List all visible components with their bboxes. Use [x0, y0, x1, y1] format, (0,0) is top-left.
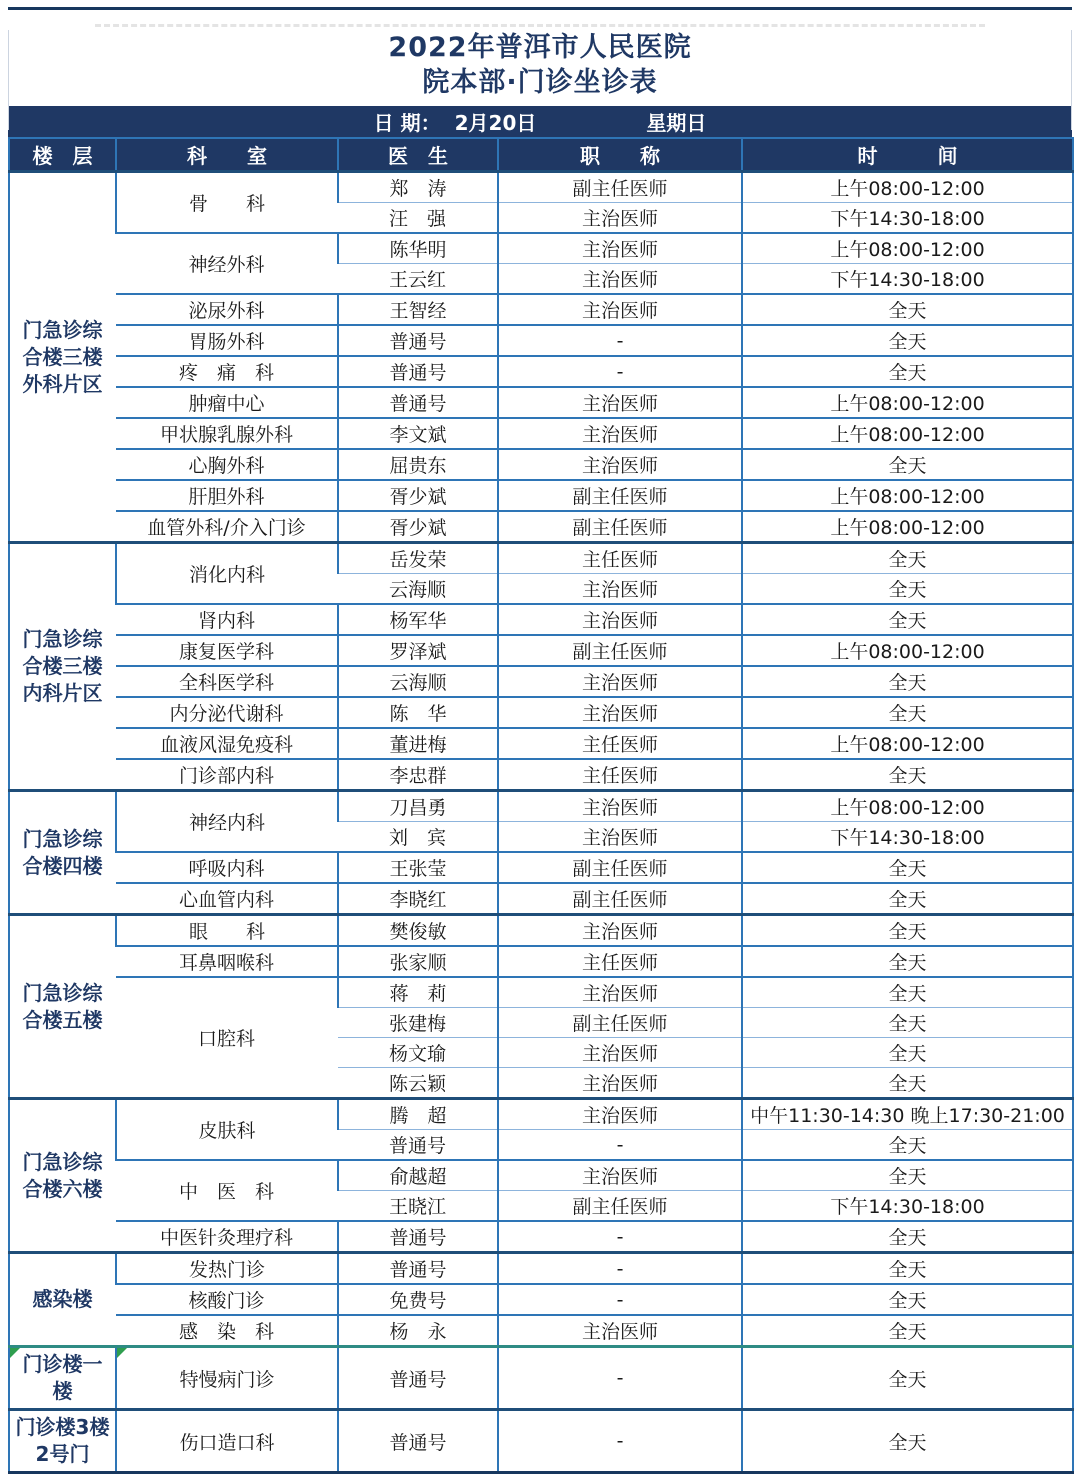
- title-cell: 主治医师: [498, 1099, 742, 1130]
- title-cell: 副主任医师: [498, 480, 742, 511]
- doctor-cell: 普通号: [338, 325, 498, 356]
- date-label: 日 期：: [373, 111, 441, 135]
- schedule-row: [9, 697, 1073, 728]
- schedule-row: [9, 1347, 1073, 1410]
- time-cell: 全天: [742, 1130, 1073, 1161]
- schedule-row: [9, 1099, 1073, 1130]
- title-cell: -: [498, 1284, 742, 1315]
- column-header-time: 时 间: [742, 138, 1073, 172]
- floor-cell: 感染楼: [9, 1253, 116, 1347]
- title-cell: 主治医师: [498, 203, 742, 234]
- time-cell: 全天: [742, 852, 1073, 883]
- time-cell: 上午08:00-12:00: [742, 791, 1073, 822]
- column-header-department: 科 室: [116, 138, 338, 172]
- title-cell: -: [498, 1347, 742, 1410]
- department-cell: 神经外科: [116, 233, 338, 294]
- time-cell: 上午08:00-12:00: [742, 511, 1073, 543]
- department-cell: 血液风湿免疫科: [116, 728, 338, 759]
- schedule-table: [8, 137, 1074, 1474]
- schedule-row: [9, 852, 1073, 883]
- title-cell: 主任医师: [498, 543, 742, 574]
- column-header-floor: 楼 层: [9, 138, 116, 172]
- table-header: [9, 138, 1073, 172]
- department-cell: 心血管内科: [116, 883, 338, 915]
- doctor-cell: 张建梅: [338, 1008, 498, 1038]
- doctor-cell: 屈贵东: [338, 449, 498, 480]
- time-cell: 上午08:00-12:00: [742, 635, 1073, 666]
- department-cell: 中 医 科: [116, 1160, 338, 1221]
- department-cell: 发热门诊: [116, 1253, 338, 1285]
- title-cell: 副主任医师: [498, 852, 742, 883]
- doctor-cell: 普通号: [338, 1130, 498, 1161]
- doctor-cell: 杨 永: [338, 1315, 498, 1347]
- title-cell: 主治医师: [498, 449, 742, 480]
- time-cell: 上午08:00-12:00: [742, 728, 1073, 759]
- title-cell: -: [498, 1410, 742, 1473]
- doctor-cell: 刘 宾: [338, 822, 498, 853]
- department-cell: 肿瘤中心: [116, 387, 338, 418]
- header-row: [9, 138, 1073, 172]
- schedule-row: [9, 728, 1073, 759]
- title-cell: 主治医师: [498, 915, 742, 947]
- time-cell: 上午08:00-12:00: [742, 387, 1073, 418]
- time-cell: 全天: [742, 946, 1073, 977]
- time-cell: 上午08:00-12:00: [742, 172, 1073, 203]
- doctor-cell: 李忠群: [338, 759, 498, 791]
- date-value: 2月20日: [454, 111, 537, 135]
- doctor-cell: 李晓红: [338, 883, 498, 915]
- time-cell: 下午14:30-18:00: [742, 1191, 1073, 1222]
- title-cell: 主治医师: [498, 697, 742, 728]
- time-cell: 全天: [742, 1253, 1073, 1285]
- schedule-row: [9, 294, 1073, 325]
- title-cell: -: [498, 1130, 742, 1161]
- schedule-row: [9, 172, 1073, 203]
- time-cell: 全天: [742, 543, 1073, 574]
- department-cell: 内分泌代谢科: [116, 697, 338, 728]
- page-title-line1: 2022年普洱市人民医院: [388, 32, 692, 63]
- schedule-row: [9, 418, 1073, 449]
- title-cell: 副主任医师: [498, 1008, 742, 1038]
- title-cell: 主治医师: [498, 1038, 742, 1068]
- title-cell: -: [498, 356, 742, 387]
- doctor-cell: 陈 华: [338, 697, 498, 728]
- doctor-cell: 张家顺: [338, 946, 498, 977]
- schedule-row: [9, 356, 1073, 387]
- doctor-cell: 陈华明: [338, 233, 498, 264]
- title-cell: 副主任医师: [498, 511, 742, 543]
- time-cell: 全天: [742, 883, 1073, 915]
- schedule-row: [9, 511, 1073, 543]
- time-cell: 全天: [742, 294, 1073, 325]
- title-cell: 主任医师: [498, 759, 742, 791]
- department-cell: 眼 科: [116, 915, 338, 947]
- department-cell: 特慢病门诊: [116, 1347, 338, 1410]
- time-cell: 全天: [742, 1068, 1073, 1099]
- title-cell: 主治医师: [498, 233, 742, 264]
- time-cell: 中午11:30-14:30 晚上17:30-21:00: [742, 1099, 1073, 1130]
- doctor-cell: 云海顺: [338, 666, 498, 697]
- schedule-row: [9, 325, 1073, 356]
- doctor-cell: 免费号: [338, 1284, 498, 1315]
- department-cell: 门诊部内科: [116, 759, 338, 791]
- department-cell: 全科医学科: [116, 666, 338, 697]
- time-cell: 全天: [742, 449, 1073, 480]
- title-cell: 主治医师: [498, 822, 742, 853]
- time-cell: 全天: [742, 1284, 1073, 1315]
- right-frame-rule: [1071, 30, 1072, 130]
- doctor-cell: 胥少斌: [338, 480, 498, 511]
- title-cell: 主治医师: [498, 1315, 742, 1347]
- department-cell: 胃肠外科: [116, 325, 338, 356]
- department-cell: 伤口造口科: [116, 1410, 338, 1473]
- doctor-cell: 杨军华: [338, 604, 498, 635]
- top-frame-rule: [8, 7, 1072, 10]
- doctor-cell: 胥少斌: [338, 511, 498, 543]
- doctor-cell: 罗泽斌: [338, 635, 498, 666]
- department-cell: 心胸外科: [116, 449, 338, 480]
- title-cell: 副主任医师: [498, 1191, 742, 1222]
- doctor-cell: 普通号: [338, 1410, 498, 1473]
- department-cell: 血管外科/介入门诊: [116, 511, 338, 543]
- title-cell: 主治医师: [498, 604, 742, 635]
- faint-dashed-line: [95, 24, 985, 27]
- schedule-row: [9, 915, 1073, 947]
- title-cell: 副主任医师: [498, 172, 742, 203]
- title-cell: 主治医师: [498, 264, 742, 295]
- doctor-cell: 王张莹: [338, 852, 498, 883]
- doctor-cell: 普通号: [338, 1347, 498, 1410]
- time-cell: 全天: [742, 574, 1073, 605]
- title-cell: 主治医师: [498, 1160, 742, 1191]
- time-cell: 下午14:30-18:00: [742, 822, 1073, 853]
- time-cell: 全天: [742, 759, 1073, 791]
- doctor-cell: 郑 涛: [338, 172, 498, 203]
- time-cell: 全天: [742, 1008, 1073, 1038]
- date-bar: [8, 106, 1072, 137]
- schedule-row: [9, 604, 1073, 635]
- time-cell: 下午14:30-18:00: [742, 203, 1073, 234]
- time-cell: 全天: [742, 1038, 1073, 1068]
- time-cell: 上午08:00-12:00: [742, 418, 1073, 449]
- schedule-row: [9, 635, 1073, 666]
- floor-cell: 门诊楼一 楼: [9, 1347, 116, 1410]
- doctor-cell: 王晓江: [338, 1191, 498, 1222]
- doctor-cell: 刀昌勇: [338, 791, 498, 822]
- doctor-cell: 董进梅: [338, 728, 498, 759]
- title-cell: -: [498, 1221, 742, 1253]
- time-cell: 全天: [742, 1221, 1073, 1253]
- department-cell: 呼吸内科: [116, 852, 338, 883]
- department-cell: 核酸门诊: [116, 1284, 338, 1315]
- department-cell: 口腔科: [116, 977, 338, 1099]
- floor-cell: 门急诊综 合楼三楼 外科片区: [9, 172, 116, 543]
- time-cell: 全天: [742, 356, 1073, 387]
- department-cell: 耳鼻咽喉科: [116, 946, 338, 977]
- doctor-cell: 李文斌: [338, 418, 498, 449]
- title-cell: 主治医师: [498, 574, 742, 605]
- time-cell: 全天: [742, 697, 1073, 728]
- schedule-row: [9, 666, 1073, 697]
- title-cell: -: [498, 1253, 742, 1285]
- doctor-cell: 俞越超: [338, 1160, 498, 1191]
- doctor-cell: 蒋 莉: [338, 977, 498, 1008]
- department-cell: 肝胆外科: [116, 480, 338, 511]
- department-cell: 消化内科: [116, 543, 338, 605]
- title-cell: 主治医师: [498, 791, 742, 822]
- page-title-line2: 院本部·门诊坐诊表: [422, 67, 658, 98]
- time-cell: 全天: [742, 1347, 1073, 1410]
- floor-cell: 门急诊综 合楼三楼 内科片区: [9, 543, 116, 791]
- time-cell: 全天: [742, 1410, 1073, 1473]
- weekday-value: 星期日: [646, 111, 707, 135]
- schedule-row: [9, 1284, 1073, 1315]
- schedule-row: [9, 1160, 1073, 1191]
- title-cell: 主治医师: [498, 1068, 742, 1099]
- left-frame-rule: [8, 30, 9, 130]
- department-cell: 疼 痛 科: [116, 356, 338, 387]
- floor-cell: 门急诊综 合楼六楼: [9, 1099, 116, 1253]
- title-cell: 主治医师: [498, 387, 742, 418]
- column-header-doctor: 医 生: [338, 138, 498, 172]
- schedule-row: [9, 1221, 1073, 1253]
- time-cell: 上午08:00-12:00: [742, 233, 1073, 264]
- doctor-cell: 樊俊敏: [338, 915, 498, 947]
- doctor-cell: 王云红: [338, 264, 498, 295]
- department-cell: 甲状腺乳腺外科: [116, 418, 338, 449]
- column-header-title: 职 称: [498, 138, 742, 172]
- time-cell: 全天: [742, 915, 1073, 947]
- doctor-cell: 岳发荣: [338, 543, 498, 574]
- floor-cell: 门诊楼3楼 2号门: [9, 1410, 116, 1473]
- department-cell: 皮肤科: [116, 1099, 338, 1161]
- schedule-row: [9, 387, 1073, 418]
- doctor-cell: 普通号: [338, 1253, 498, 1285]
- title-cell: 副主任医师: [498, 883, 742, 915]
- title-cell: 主任医师: [498, 728, 742, 759]
- doctor-cell: 王智经: [338, 294, 498, 325]
- title-cell: 主任医师: [498, 946, 742, 977]
- title-cell: 主治医师: [498, 294, 742, 325]
- schedule-row: [9, 883, 1073, 915]
- department-cell: 肾内科: [116, 604, 338, 635]
- time-cell: 全天: [742, 604, 1073, 635]
- doctor-cell: 普通号: [338, 387, 498, 418]
- time-cell: 全天: [742, 325, 1073, 356]
- doctor-cell: 杨文瑜: [338, 1038, 498, 1068]
- schedule-row: [9, 543, 1073, 574]
- floor-cell: 门急诊综 合楼五楼: [9, 915, 116, 1099]
- title-cell: 副主任医师: [498, 635, 742, 666]
- doctor-cell: 陈云颖: [338, 1068, 498, 1099]
- doctor-cell: 腾 超: [338, 1099, 498, 1130]
- title-cell: 主治医师: [498, 418, 742, 449]
- schedule-row: [9, 759, 1073, 791]
- schedule-row: [9, 1253, 1073, 1285]
- page-title: [0, 0, 1080, 100]
- time-cell: 下午14:30-18:00: [742, 264, 1073, 295]
- time-cell: 全天: [742, 977, 1073, 1008]
- schedule-row: [9, 233, 1073, 264]
- time-cell: 全天: [742, 1160, 1073, 1191]
- schedule-row: [9, 946, 1073, 977]
- schedule-row: [9, 1315, 1073, 1347]
- title-cell: 主治医师: [498, 977, 742, 1008]
- time-cell: 上午08:00-12:00: [742, 480, 1073, 511]
- doctor-cell: 汪 强: [338, 203, 498, 234]
- department-cell: 中医针灸理疗科: [116, 1221, 338, 1253]
- title-cell: 主治医师: [498, 666, 742, 697]
- schedule-row: [9, 1410, 1073, 1473]
- time-cell: 全天: [742, 1315, 1073, 1347]
- department-cell: 骨 科: [116, 172, 338, 234]
- schedule-row: [9, 480, 1073, 511]
- floor-cell: 门急诊综 合楼四楼: [9, 791, 116, 915]
- department-cell: 感 染 科: [116, 1315, 338, 1347]
- schedule-row: [9, 791, 1073, 822]
- doctor-cell: 云海顺: [338, 574, 498, 605]
- department-cell: 泌尿外科: [116, 294, 338, 325]
- doctor-cell: 普通号: [338, 356, 498, 387]
- schedule-row: [9, 977, 1073, 1008]
- time-cell: 全天: [742, 666, 1073, 697]
- department-cell: 康复医学科: [116, 635, 338, 666]
- schedule-row: [9, 449, 1073, 480]
- schedule-table-body: [9, 172, 1073, 1473]
- department-cell: 神经内科: [116, 791, 338, 853]
- title-cell: -: [498, 325, 742, 356]
- doctor-cell: 普通号: [338, 1221, 498, 1253]
